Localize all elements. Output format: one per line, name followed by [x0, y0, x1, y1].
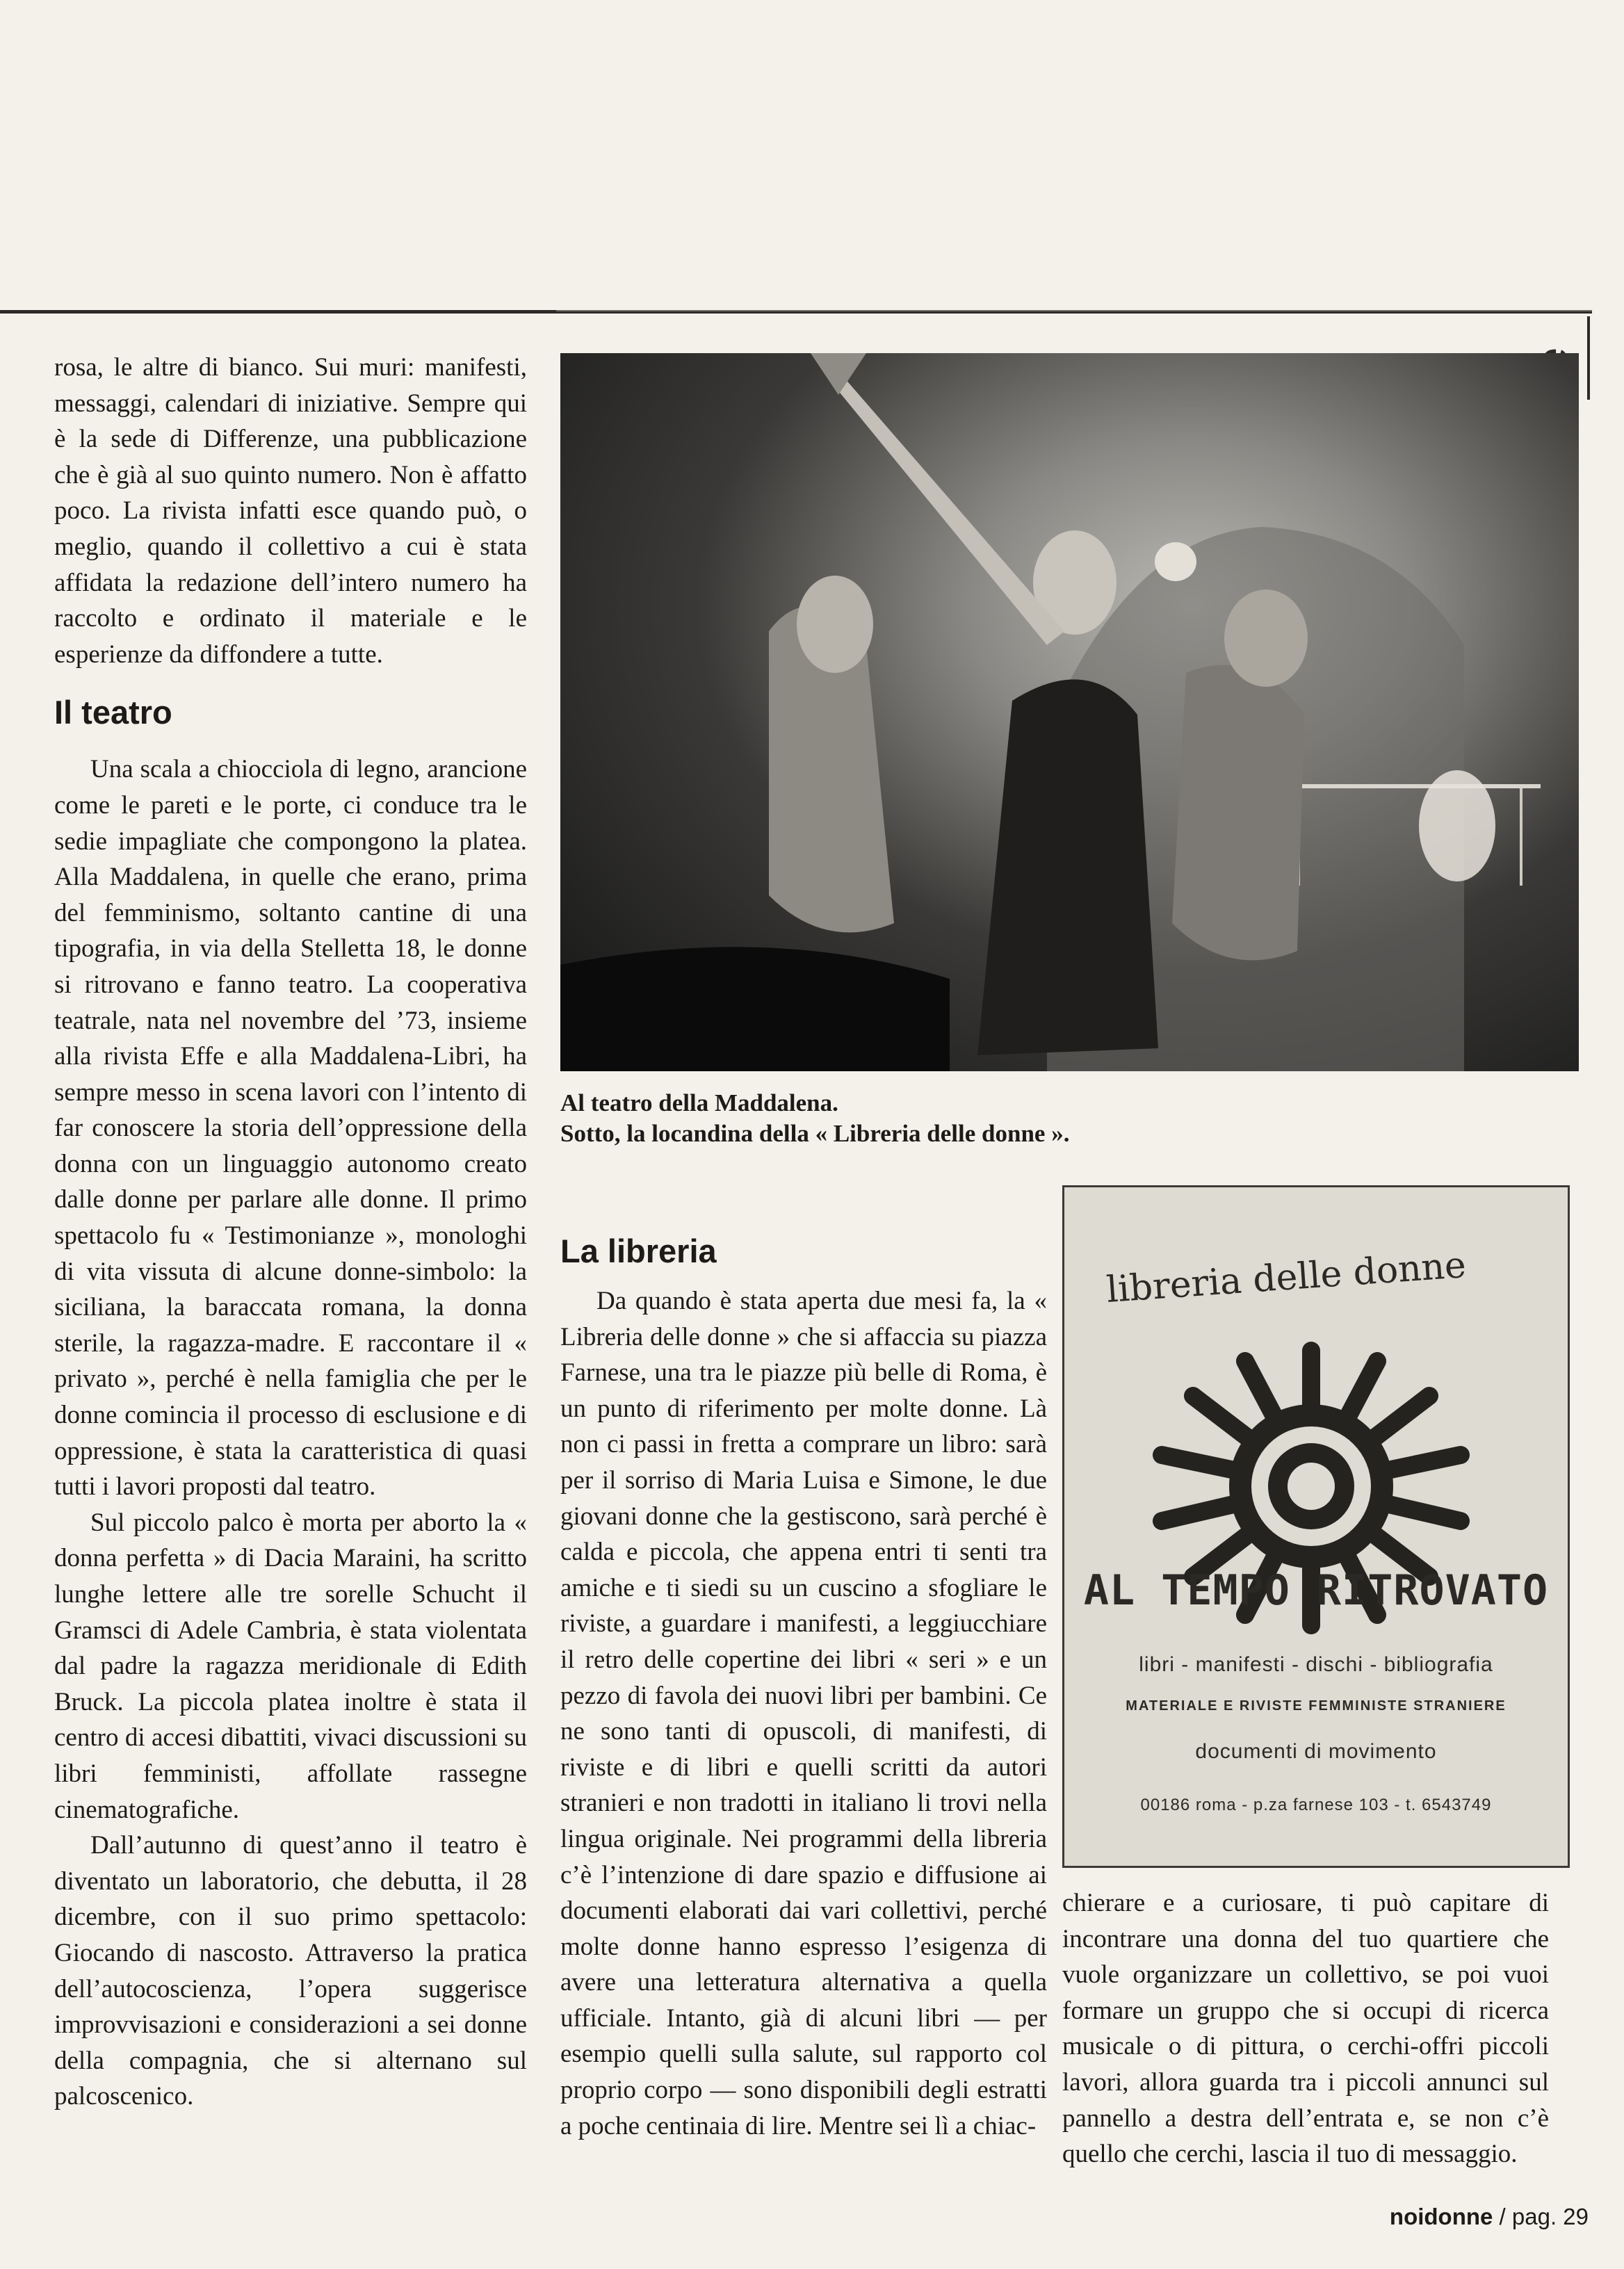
photo-caption: [560, 1088, 1534, 1149]
libreria-paragraph-2: chierare e a curiosare, ti può capitare di incontrare una donna del tuo quartiere che vuole organizzare un collettivo, se poi vuoi formare un gruppo che si occupi di ricerca musicale o di pittura, o cerchi-offri piccoli lavori, allora guarda tra i piccoli annunci sul pannello a destra dell’entrata e, se non c’è quello che cerchi, lascia il tuo di messaggio.: [1062, 1889, 1549, 2169]
column-2: [560, 1232, 1047, 2144]
poster-title-text: libreria delle donne: [1105, 1244, 1468, 1311]
magazine-name: noidonne: [1389, 2204, 1493, 2229]
intro-paragraph: rosa, le altre di bianco. Sui muri: manifesti, messaggi, calendari di iniziative. Sempre qui è la sede di Differenze, una pubblicazione che è già al suo quinto numero. Non è affatto poco. La rivista infatti esce quando può, o meglio, quando il collettivo a cui è stata affidata la redazione dell’intero numero ha raccolto e ordinato il materiale e le esperienze da diffondere a tutte.: [54, 353, 527, 669]
heading-teatro: Il teatro: [54, 694, 172, 731]
teatro-paragraph-3: Dall’autunno di quest’anno il teatro è diventato un laboratorio, che debutta, il 28 dicembre, con il suo primo spettacolo: Giocando di nascosto. Attraverso la pratica dell’autocoscienza, l’opera suggerisce improvvisazioni e considerazioni a sei donne della compagnia, che si alternano sul palcoscenico.: [54, 1831, 527, 2111]
poster-materials: MATERIALE E RIVISTE FEMMINISTE STRANIERE: [1126, 1698, 1507, 1714]
theatre-photo: [560, 353, 1579, 1071]
poster-address: 00186 roma - p.za farnese 103 - t. 6543749: [1140, 1796, 1492, 1814]
poster-products: libri - manifesti - dischi - bibliografia: [1139, 1653, 1493, 1676]
page-footer: [1331, 2204, 1589, 2230]
top-rule-thin: [556, 310, 1592, 311]
poster-documents: documenti di movimento: [1195, 1740, 1437, 1763]
heading-libreria: La libreria: [560, 1233, 717, 1269]
section-tag-rule: [1587, 316, 1590, 400]
column-1: [54, 350, 527, 2115]
teatro-paragraph-1: Una scala a chiocciola di legno, arancione come le pareti e le porte, ci conduce tra le sedie impagliate che compongono la platea. Alla Maddalena, in quelle che erano, prima del femminismo, soltanto cantine di una tipografia, in via della Stelletta 18, le donne si ritrovano e fanno teatro. La cooperativa teatrale, nata nel novembre del ’73, insieme alla rivista Effe e alla Maddalena-Libri, ha sempre messo in scena lavori con l’intento di far conoscere la storia dell’oppressione della donna con un linguaggio autonomo creato dalle donne per parlare alle donne. Il primo spettacolo fu « Testimonianze », monologhi di vita vissuta di alcune donne-simbolo: la siciliana, la baraccata romana, la donna sterile, la ragazza-madre. E raccontare il « privato », perché è nella famiglia che per le donne comincia il processo di esclusione e di oppressione, è stata la caratteristica di quasi tutti i lavori proposti dal teatro.: [54, 755, 527, 1502]
column-3: [1062, 1885, 1549, 2172]
page-number: / pag. 29: [1499, 2204, 1589, 2229]
theatre-photo-illustration: [560, 353, 1579, 1071]
caption-line-2: Sotto, la locandina della « Libreria delle donne ».: [560, 1120, 1070, 1147]
poster-title: [1106, 1229, 1537, 1326]
teatro-paragraph-2: Sul piccolo palco è morta per aborto la « donna perfetta » di Dacia Maraini, ha scritto lunghe lettere alle tre sorelle Schucht il Gramsci di Adele Cambria, è stata violentata dal padre la ragazza meridionale di Edith Bruck. La piccola platea inoltre è stata il centro di accesi dibattiti, vivaci discussioni su libri femministi, affollate rassegne cinematografiche.: [54, 1508, 527, 1824]
bookstore-poster: [1062, 1185, 1570, 1868]
poster-store-name: AL TEMPO RITROVATO: [1083, 1566, 1549, 1615]
caption-line-1: Al teatro della Maddalena.: [560, 1089, 838, 1116]
libreria-paragraph-1: Da quando è stata aperta due mesi fa, la « Libreria delle donne » che si affaccia su piazza Farnese, una tra le piazze più belle di Roma, è un punto di riferimento per molte donne. Là non ci passi in fretta a comprare un libro: sarà per il sorriso di Maria Luisa e Simone, le due giovani donne che la gestiscono, sarà perché è calda e piccola, che appena entri ti senti tra amiche e ti siedi su un cuscino a sfogliare le riviste, a guardare i manifesti, a leggiucchiare il retro delle copertine dei libri « seri » e un pezzo di favola dei nuovi libri per bambini. Ce ne sono tanti di opuscoli, di manifesti, di riviste e di libri e quelli scritti da autori stranieri e non tradotti in italiano li trovi nella lingua originale. Nei programmi della libreria c’è l’intenzione di dare spazio e diffusione ai documenti elaborati dai vari collettivi, perché molte donne hanno espresso l’esigenza di avere una letteratura alternativa a quella ufficiale. Intanto, già di alcuni libri — per esempio quelli sulla salute, sul rapporto col proprio corpo — sono disponibili degli estratti a poche centinaia di lire. Mentre sei lì a chiac-: [560, 1287, 1047, 2140]
